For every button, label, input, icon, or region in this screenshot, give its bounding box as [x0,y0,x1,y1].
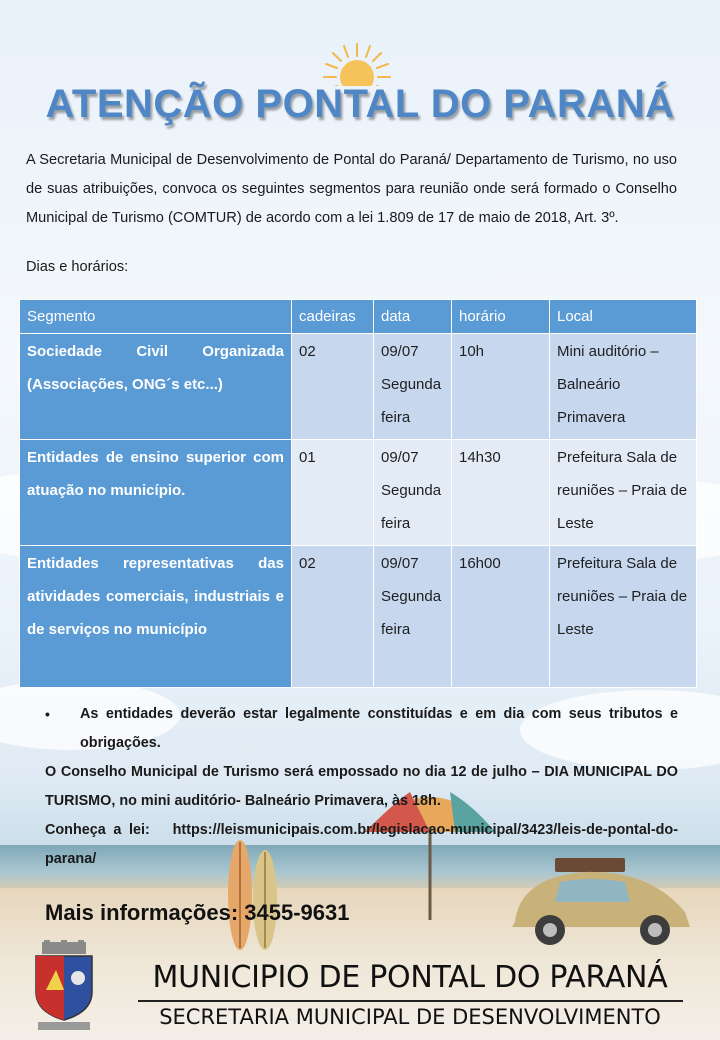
table-header-row [20,300,697,334]
cell-cadeiras: 02 [292,546,374,688]
bullet-text: As entidades deverão estar legalmente constituídas e em dia com seus tributos e obrigações. [80,706,678,751]
segments-table [19,299,697,688]
bullet-item [45,700,678,758]
intro-paragraph: A Secretaria Municipal de Desenvolvimento de Pontal do Paraná/ Departamento de Turismo, no uso de suas atribuições, convoca os seguintes segmentos para reunião onde será formado o Conselho Municipal de Turismo (COMTUR) de acordo com a lei 1.809 de 17 de maio de 2018, Art. 3º. [26,152,677,226]
header-cadeiras: cadeiras [292,300,374,334]
table-row [20,440,697,546]
cell-data: 09/07 Segunda feira [374,546,452,688]
table-row [20,334,697,440]
cell-segmento: Sociedade Civil Organizada (Associações, ONG´s etc...) [20,334,292,440]
header-data: data [374,300,452,334]
notes-block [45,700,678,874]
footer-divider [138,1000,683,1002]
law-line [45,816,678,874]
page-title: ATENÇÃO PONTAL DO PARANÁ [45,82,675,126]
cell-segmento: Entidades de ensino superior com atuação no município. [20,440,292,546]
footer-secretariat: SECRETARIA MUNICIPAL DE DESENVOLVIMENTO [159,1005,661,1029]
header-local: Local [550,300,697,334]
footer-municipality: MUNICIPIO DE PONTAL DO PARANÁ [152,960,668,995]
cell-local: Prefeitura Sala de reuniões – Praia de Leste [550,440,697,546]
cell-horario: 16h00 [452,546,550,688]
cell-local: Prefeitura Sala de reuniões – Praia de Leste [550,546,697,688]
law-link[interactable]: https://leismunicipais.com.br/legislacao-municipal/3423/leis-de-pontal-do-parana/ [45,822,678,867]
more-info-phone: Mais informações: 3455-9631 [45,900,350,925]
days-label: Dias e horários: [26,259,129,275]
cell-horario: 10h [452,334,550,440]
inauguration-text: O Conselho Municipal de Turismo será empossado no dia 12 de julho – DIA MUNICIPAL DO TURISMO, no mini auditório- Balneário Primavera, às 18h. [45,764,678,809]
cell-cadeiras: 01 [292,440,374,546]
bullet-marker: • [45,706,50,722]
table-row [20,546,697,688]
law-label: Conheça a lei: [45,822,150,838]
header-horario: horário [452,300,550,334]
municipal-crest-icon [32,940,96,1032]
cell-data: 09/07 Segunda feira [374,440,452,546]
cell-cadeiras: 02 [292,334,374,440]
cell-local: Mini auditório – Balneário Primavera [550,334,697,440]
header-segmento: Segmento [20,300,292,334]
cell-segmento: Entidades representativas das atividades comerciais, industriais e de serviços no município [20,546,292,688]
cell-horario: 14h30 [452,440,550,546]
cell-data: 09/07 Segunda feira [374,334,452,440]
